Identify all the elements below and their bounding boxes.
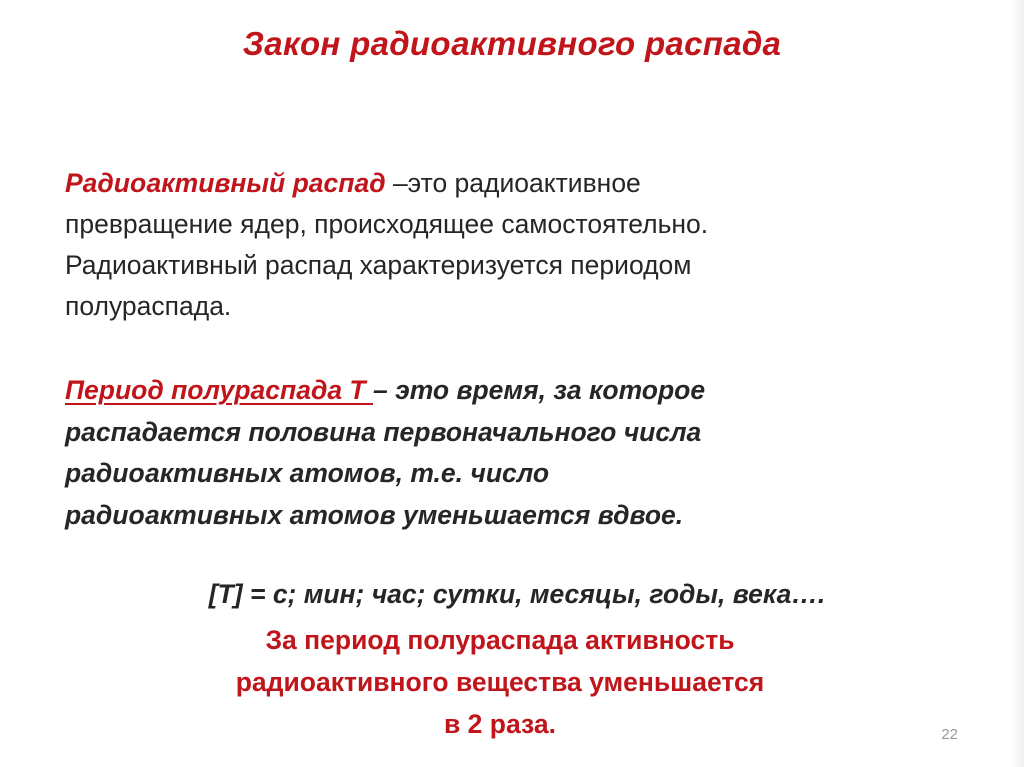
decay-definition-paragraph	[65, 163, 965, 327]
conclusion-line2: радиоактивного вещества уменьшается	[235, 667, 765, 697]
half-life-definition-line3: радиоактивных атомов, т.е. число	[65, 458, 550, 488]
conclusion-line1: За период полураспада активность	[265, 625, 735, 655]
conclusion-statement	[0, 619, 1000, 745]
decay-term: Радиоактивный распад	[65, 168, 386, 198]
half-life-definition-line1: – это время, за которое	[372, 375, 706, 405]
half-life-units: [T] = с; мин; час; сутки, месяцы, годы, века….	[208, 579, 826, 609]
page-number: 22	[941, 726, 958, 743]
half-life-definition-line2: распадается половина первоначального числа	[65, 416, 702, 447]
half-life-definition-paragraph	[65, 370, 965, 536]
slide-edge-shadow	[1010, 0, 1024, 767]
decay-definition-line2: превращение ядер, происходящее самостоятельно.	[65, 209, 709, 239]
half-life-term: Период полураспада T	[65, 375, 373, 405]
decay-definition-line4: полураспада.	[65, 291, 232, 321]
slide-title: Закон радиоактивного распада	[242, 25, 782, 62]
half-life-definition-line4: радиоактивных атомов уменьшается вдвое.	[65, 499, 684, 530]
conclusion-line3: в 2 раза.	[444, 709, 556, 739]
decay-definition-line1: –это радиоактивное	[385, 168, 641, 198]
decay-definition-line3: Радиоактивный распад характеризуется периодом	[65, 250, 692, 280]
